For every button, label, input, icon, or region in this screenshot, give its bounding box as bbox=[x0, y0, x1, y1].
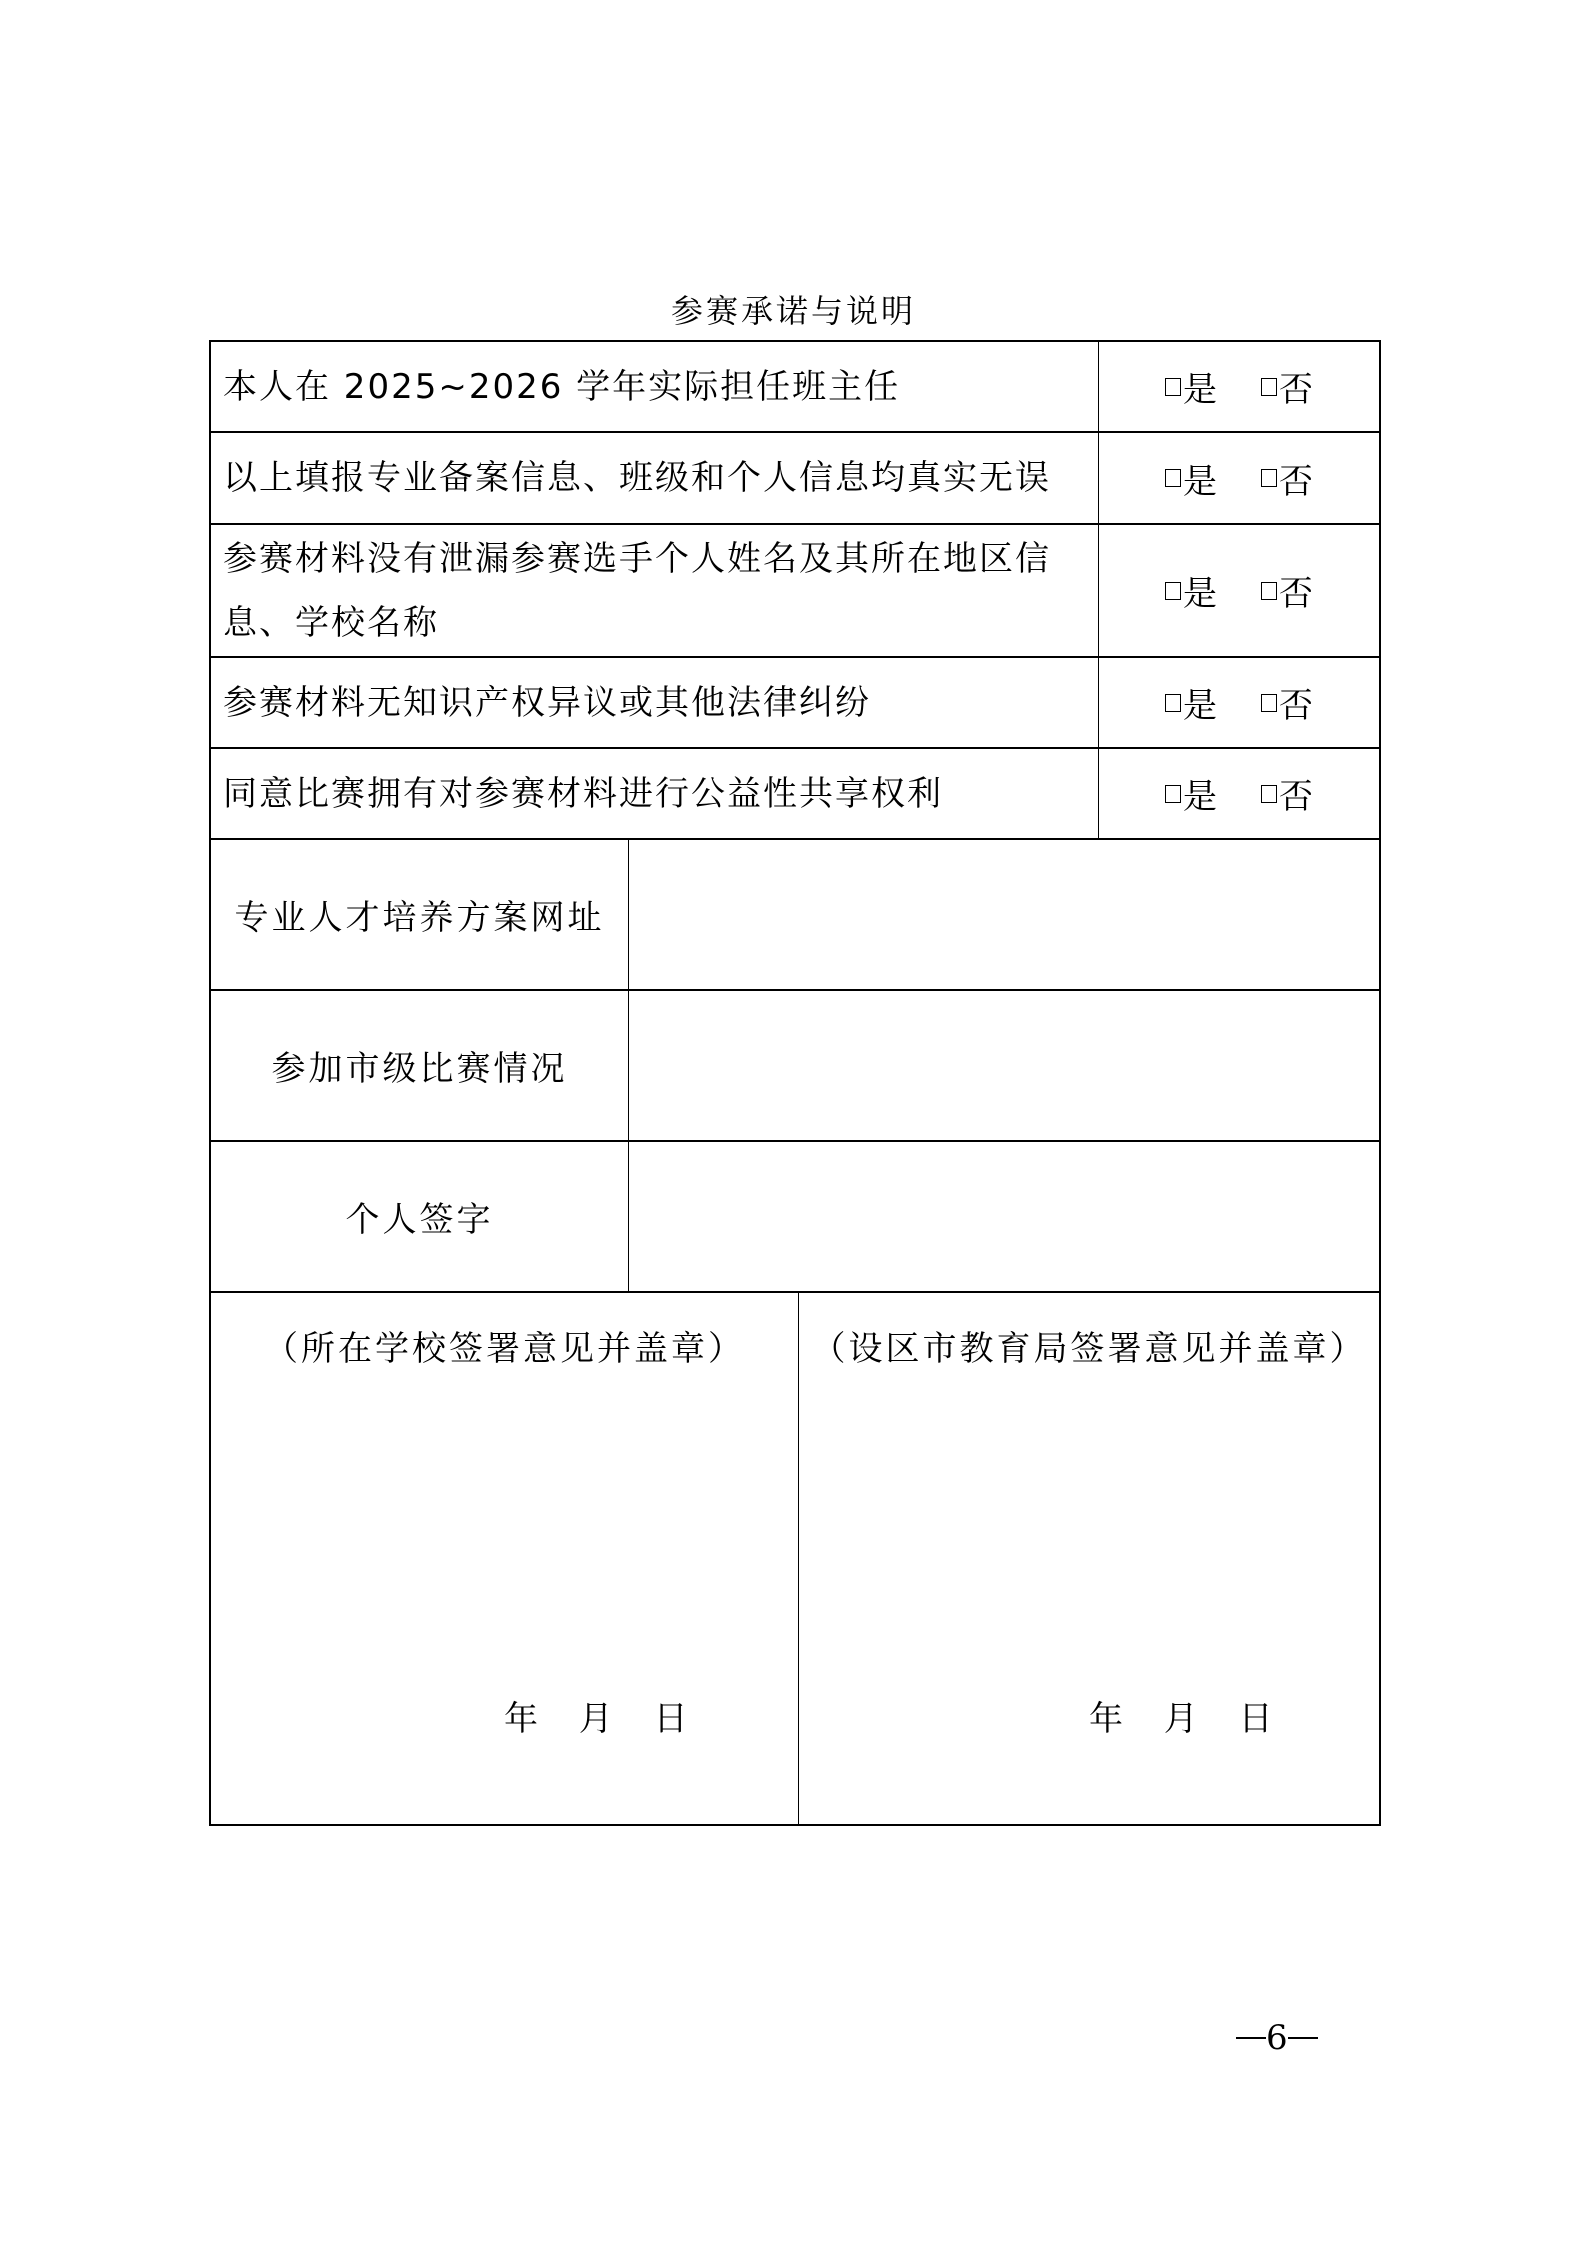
yes-option[interactable] bbox=[1165, 678, 1217, 727]
signature-field[interactable] bbox=[628, 1142, 1379, 1291]
yes-option[interactable] bbox=[1165, 566, 1217, 615]
page-number bbox=[1236, 2018, 1318, 2058]
no-option[interactable] bbox=[1261, 769, 1313, 818]
question-row bbox=[211, 658, 1379, 749]
no-label: 否 bbox=[1279, 777, 1313, 817]
bureau-signature-heading: （设区市教育局签署意见并盖章） bbox=[811, 1329, 1367, 1369]
no-option[interactable] bbox=[1261, 362, 1313, 411]
checkbox-icon[interactable] bbox=[1261, 582, 1277, 600]
field-label: 专业人才培养方案网址 bbox=[234, 898, 605, 938]
answer-options bbox=[1098, 658, 1379, 747]
school-signature-cell[interactable] bbox=[211, 1293, 798, 1824]
answer-options bbox=[1098, 342, 1379, 431]
field-row bbox=[211, 991, 1379, 1142]
checkbox-icon[interactable] bbox=[1261, 378, 1277, 396]
question-row bbox=[211, 433, 1379, 525]
question-text: 以上填报专业备案信息、班级和个人信息均真实无误 bbox=[223, 458, 1051, 498]
checkbox-icon[interactable] bbox=[1165, 582, 1181, 600]
checkbox-icon[interactable] bbox=[1165, 694, 1181, 712]
school-signature-heading: （所在学校签署意见并盖章） bbox=[264, 1329, 745, 1369]
question-row bbox=[211, 342, 1379, 433]
school-signature-date: 年 月 日 bbox=[504, 1699, 688, 1739]
no-option[interactable] bbox=[1261, 566, 1313, 615]
bureau-signature-date: 年 月 日 bbox=[1089, 1699, 1273, 1739]
answer-options bbox=[1098, 433, 1379, 523]
yes-option[interactable] bbox=[1165, 454, 1217, 503]
no-label: 否 bbox=[1279, 686, 1313, 726]
checkbox-icon[interactable] bbox=[1165, 785, 1181, 803]
page-number-value: 6 bbox=[1266, 2018, 1288, 2058]
no-option[interactable] bbox=[1261, 678, 1313, 727]
yes-label: 是 bbox=[1183, 574, 1217, 614]
checkbox-icon[interactable] bbox=[1261, 469, 1277, 487]
page-title: 参赛承诺与说明 bbox=[670, 292, 916, 330]
question-row bbox=[211, 749, 1379, 840]
city-competition-field[interactable] bbox=[628, 991, 1379, 1140]
dash-left bbox=[1236, 2037, 1266, 2039]
answer-options bbox=[1098, 749, 1379, 838]
bureau-signature-cell[interactable] bbox=[798, 1293, 1379, 1824]
field-row bbox=[211, 1142, 1379, 1293]
yes-label: 是 bbox=[1183, 686, 1217, 726]
checkbox-icon[interactable] bbox=[1261, 694, 1277, 712]
field-label: 参加市级比赛情况 bbox=[271, 1049, 568, 1089]
yes-label: 是 bbox=[1183, 777, 1217, 817]
question-row bbox=[211, 525, 1379, 658]
yes-option[interactable] bbox=[1165, 769, 1217, 818]
no-option[interactable] bbox=[1261, 454, 1313, 503]
field-label: 个人签字 bbox=[345, 1200, 494, 1240]
no-label: 否 bbox=[1279, 461, 1313, 502]
question-text: 参赛材料没有泄漏参赛选手个人姓名及其所在地区信息、学校名称 bbox=[223, 538, 1051, 643]
no-label: 否 bbox=[1279, 574, 1313, 614]
question-text: 同意比赛拥有对参赛材料进行公益性共享权利 bbox=[223, 773, 943, 814]
question-text: 参赛材料无知识产权异议或其他法律纠纷 bbox=[223, 682, 871, 723]
yes-label: 是 bbox=[1183, 370, 1217, 410]
checkbox-icon[interactable] bbox=[1165, 469, 1181, 487]
checkbox-icon[interactable] bbox=[1261, 785, 1277, 803]
checkbox-icon[interactable] bbox=[1165, 378, 1181, 396]
dash-right bbox=[1288, 2037, 1318, 2039]
question-text: 本人在 2025~2026 学年实际担任班主任 bbox=[223, 366, 901, 407]
yes-label: 是 bbox=[1183, 461, 1217, 502]
yes-option[interactable] bbox=[1165, 362, 1217, 411]
no-label: 否 bbox=[1279, 370, 1313, 410]
answer-options bbox=[1098, 525, 1379, 656]
program-url-field[interactable] bbox=[628, 840, 1379, 989]
commitment-table bbox=[209, 340, 1381, 1826]
field-row bbox=[211, 840, 1379, 991]
